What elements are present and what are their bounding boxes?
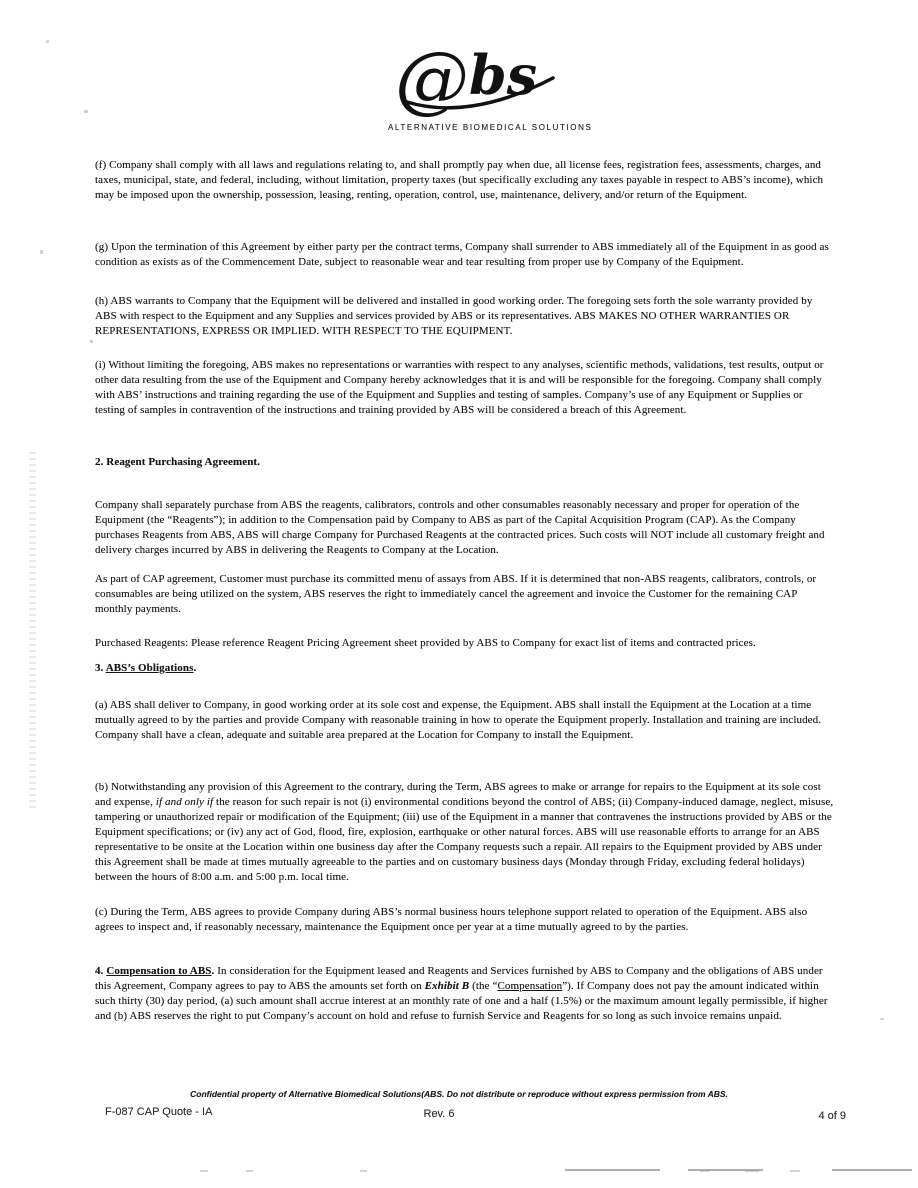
scan-dash [565, 1169, 660, 1171]
section-4-paragraph: 4. Compensation to ABS. In consideration for the Equipment leased and Reagents and Services furnished by ABS to Company and the obligations of ABS under this Agreement, Company agrees to pay to ABS the amounts set forth on Exhibit B (the “Compensation”). If Company does not pay the amount indicated within such thirty (30) day period, (a) such amount shall accrue interest at an monthly rate of one and a half (1.5%) or the maximum amount legally permissible, if higher and (b) ABS reserves the right to put Company’s account on hold and refuse to furnish Service and Reagents for so long as such invoice remains unpaid. [95, 965, 828, 1022]
scan-dash [360, 1170, 367, 1172]
abs-logo-mark-icon [391, 36, 581, 122]
scan-dash [832, 1169, 912, 1171]
section-2-paragraph-2: As part of CAP agreement, Customer must purchase its committed menu of assays from ABS. If it is determined that non-ABS reagents, calibrators, controls, or consumables are being utilized on the system, ABS reserves the right to immediately cancel the agreement and invoice the Customer for the remaining CAP monthly payments. [95, 573, 817, 615]
scan-speck [90, 340, 93, 343]
footer-row [0, 1106, 918, 1122]
footer-confidentiality-notice: Confidential property of Alternative Biomedical Solutions(ABS. Do not distribute or reproduce without express permission from ABS. [190, 1089, 728, 1099]
footer-page-number: 4 of 9 [818, 1110, 846, 1122]
section-2-paragraph-1: Company shall separately purchase from ABS the reagents, calibrators, controls and other consumables reasonably necessary and proper for operation of the Equipment (the “Reagents”); in addition to the Compensation paid by Company to ABS as part of the Capital Acquisition Program (CAP). As the Company purchases Reagents from ABS, ABS will charge Company for Purchased Reagents at the contracted prices. Such costs will NOT include all customary freight and delivery charges incurred by ABS in delivering the Reagents to Company at the Location. [95, 499, 825, 556]
scan-dash [246, 1170, 253, 1172]
paragraph-g: (g) Upon the termination of this Agreement by either party per the contract terms, Company shall surrender to ABS immediately all of the Equipment in as good as condition as exists as of the Commencement Date, subject to reasonable wear and tear resulting from proper use by Company of the Equipment. [95, 241, 829, 268]
section-3-heading: 3. ABS’s Obligations. [95, 662, 197, 674]
paragraph-a: (a) ABS shall deliver to Company, in good working order at its sole cost and expense, the Equipment. ABS shall install the Equipment at the Location at a time mutually agreed to by the parties and provide Company with reasonable training in how to operate the Equipment properly. Installation and training are included. Company shall have a clean, adequate and suitable area prepared at the Location for Company to install the Equipment. [95, 699, 822, 741]
section-2-paragraph-3: Purchased Reagents: Please reference Reagent Pricing Agreement sheet provided by ABS to Company for exact list of items and contracted prices. [95, 637, 756, 649]
scan-speck [46, 40, 49, 43]
scan-dash [200, 1170, 208, 1172]
footer-form-number: F-087 CAP Quote - IA [105, 1106, 213, 1118]
svg-text:@: @ [394, 36, 469, 122]
paragraph-i: (i) Without limiting the foregoing, ABS makes no representations or warranties with respect to any analyses, scientific methods, validations, test results, output or other data resulting from the use of the Equipment and Company hereby acknowledges that it is and will be responsible for the foregoing. Company shall comply with ABS’ instructions and training regarding the use of the Equipment and Supplies and testing of samples. Company’s use of any Equipment or Supplies or testing of samples in contravention of the instructions and training provided by ABS will be considered a breach of this Agreement. [95, 359, 824, 416]
abs-logo-subtitle: ALTERNATIVE BIOMEDICAL SOLUTIONS [388, 123, 593, 132]
section-2-heading: 2. Reagent Purchasing Agreement. [95, 456, 261, 468]
paragraph-h: (h) ABS warrants to Company that the Equipment will be delivered and installed in good working order. The foregoing sets forth the sole warranty provided by ABS with respect to the Equipment and any Supplies and services provided by ABS or its representatives. ABS MAKES NO OTHER WARRANTIES OR REPRESENTATIONS, EXPRESS OR IMPLIED. WITH RESPECT TO THE EQUIPMENT. [95, 295, 813, 337]
scan-speck [84, 110, 88, 113]
scan-dash [790, 1170, 800, 1172]
scan-dash [688, 1169, 763, 1171]
paragraph-c: (c) During the Term, ABS agrees to provide Company during ABS’s normal business hours telephone support related to operation of the Equipment. ABS also agrees to inspect and, if reasonably necessary, maintenance the Equipment once per year at a time mutually agreed to by the parties. [95, 906, 808, 933]
paragraph-b: (b) Notwithstanding any provision of this Agreement to the contrary, during the Term, ABS agrees to make or arrange for repairs to the Equipment at its sole cost and expense, if and only if the reason for such repair is not (i) environmental conditions beyond the control of ABS; (ii) Company-induced damage, neglect, misuse, tampering or unauthorized repair or modification of the Equipment; (iii) use of the Equipment in a manner that contravenes the instructions provided by ABS or the Equipment specifications; or (iv) any act of God, flood, fire, explosion, earthquake or other natural forces. ABS will use reasonable efforts to arrange for an ABS representative to be onsite at the Location within one business day after the Company requests such a repair. All repairs to the Equipment provided by ABS under this Agreement shall be made at times mutually agreeable to the parties and on customary business days (Monday through Friday, excluding federal holidays) between the hours of 8:00 a.m. and 5:00 p.m. local time. [95, 781, 834, 883]
abs-logo [388, 36, 593, 132]
scan-speck [40, 250, 43, 254]
svg-text:bs: bs [468, 43, 537, 107]
scan-noise-strip [29, 452, 36, 812]
scan-speck [880, 1018, 884, 1020]
footer-revision: Rev. 6 [423, 1108, 455, 1120]
paragraph-f: (f) Company shall comply with all laws and regulations relating to, and shall promptly pay when due, all license fees, registration fees, assessments, charges, and taxes, municipal, state, and federal, including, without limitation, property taxes (but specifically excluding any taxes payable in respect to ABS’s income), which may be imposed upon the ownership, possession, leasing, renting, operation, control, use, maintenance, delivery, and/or return of the Equipment. [95, 159, 824, 201]
